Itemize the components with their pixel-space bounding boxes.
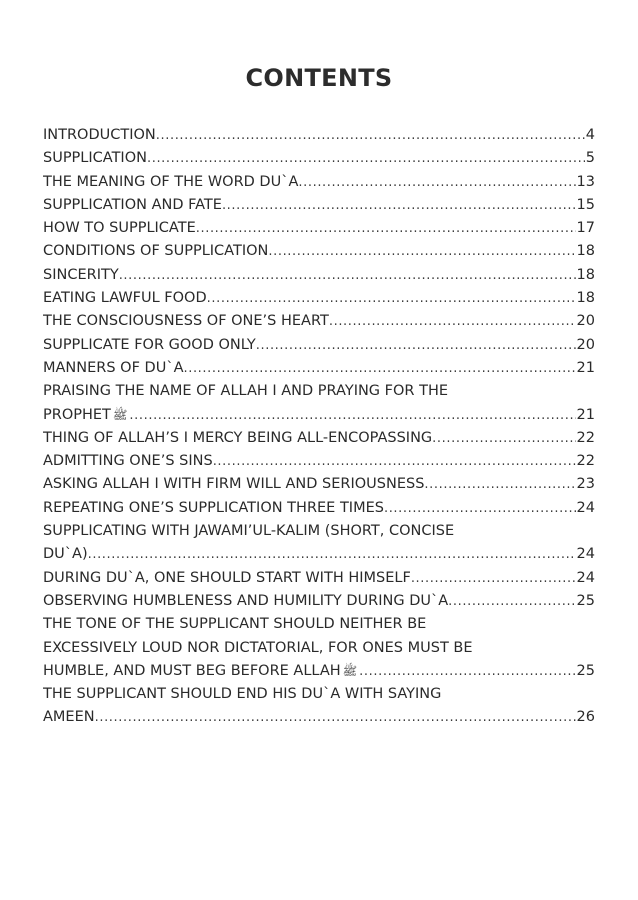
toc-entry-title: SUPPLICATING WITH JAWAMI’UL-KALIM (SHORT, CONCISE [43, 523, 455, 540]
honorific-glyph: ﷺ [112, 407, 128, 422]
toc-entry-page: 26 [576, 709, 595, 726]
toc-entry [43, 404, 595, 427]
dot-leader [411, 567, 576, 590]
toc-entry [43, 497, 595, 520]
toc-entry-title: INTRODUCTION [43, 127, 156, 143]
table-of-contents [43, 124, 595, 730]
dot-leader [129, 404, 575, 427]
dot-leader [119, 264, 576, 287]
dot-leader [384, 497, 576, 520]
toc-entry-title: EATING LAWFUL FOOD [43, 290, 207, 307]
toc-entry-title: HOW TO SUPPLICATE [43, 220, 196, 237]
toc-entry-title: EXCESSIVELY LOUD NOR DICTATORIAL, FOR ONES MUST BE [43, 639, 473, 656]
toc-entry-title: CONDITIONS OF SUPPLICATION [43, 243, 269, 260]
dot-leader [432, 427, 575, 450]
toc-entry [43, 380, 595, 403]
toc-entry-title: SINCERITY [43, 266, 119, 283]
toc-entry [43, 264, 595, 287]
dot-leader [268, 240, 575, 263]
toc-entry-page: 13 [576, 173, 595, 190]
dot-leader [207, 287, 576, 310]
honorific-glyph: ﷺ [342, 663, 358, 678]
toc-entry-title: AMEEN [43, 709, 95, 726]
dot-leader [256, 334, 576, 357]
toc-entry-title: THE CONSCIOUSNESS OF ONE’S HEART [43, 313, 329, 330]
toc-entry [43, 683, 595, 706]
toc-entry [43, 147, 595, 170]
toc-entry [43, 473, 595, 496]
dot-leader [147, 147, 585, 170]
toc-entry-page: 20 [576, 313, 595, 330]
toc-entry-title: THING OF ALLAH’S I MERCY BEING ALL-ENCOPASSING [43, 429, 433, 446]
toc-entry-title: PRAISING THE NAME OF ALLAH I AND PRAYING FOR THE [43, 383, 449, 400]
toc-entry-title: PROPHET [43, 406, 111, 423]
toc-entry-title: ADMITTING ONE’S SINS [43, 453, 213, 470]
dot-leader [196, 217, 576, 240]
toc-entry-page: 18 [576, 243, 595, 260]
toc-entry [43, 427, 595, 450]
toc-entry [43, 660, 595, 683]
dot-leader [95, 706, 576, 729]
toc-entry [43, 240, 595, 263]
toc-entry [43, 357, 595, 380]
toc-entry-page: 18 [576, 290, 595, 307]
toc-entry-title: SUPPLICATION [43, 150, 147, 167]
toc-entry-page: 24 [576, 499, 595, 516]
toc-entry-title: ASKING ALLAH I WITH FIRM WILL AND SERIOUSNESS [43, 476, 425, 493]
dot-leader [88, 543, 576, 566]
dot-leader [359, 660, 575, 683]
toc-entry-page: 25 [576, 592, 595, 609]
toc-entry-page: 24 [576, 546, 595, 563]
toc-entry-page: 15 [576, 196, 595, 213]
toc-entry [43, 217, 595, 240]
dot-leader [424, 473, 575, 496]
dot-leader [222, 194, 576, 217]
toc-entry-page: 23 [576, 476, 595, 493]
dot-leader [183, 357, 575, 380]
dot-leader [329, 310, 576, 333]
dot-leader [213, 450, 576, 473]
toc-entry-page: 21 [576, 406, 595, 423]
toc-entry [43, 567, 595, 590]
toc-entry-page: 24 [576, 569, 595, 586]
toc-entry [43, 171, 595, 194]
toc-entry-page: 25 [576, 662, 595, 679]
toc-entry [43, 520, 595, 543]
toc-entry-page: 21 [576, 359, 595, 376]
toc-entry [43, 450, 595, 473]
toc-entry-title: HUMBLE, AND MUST BEG BEFORE ALLAH [43, 662, 341, 679]
toc-entry [43, 310, 595, 333]
toc-entry [43, 637, 595, 660]
toc-entry-title: THE TONE OF THE SUPPLICANT SHOULD NEITHER BE [43, 616, 427, 633]
toc-entry-page: 17 [576, 220, 595, 237]
dot-leader [298, 171, 575, 194]
toc-entry-page: 18 [576, 266, 595, 283]
toc-entry [43, 334, 595, 357]
toc-entry [43, 124, 595, 147]
toc-entry-title: MANNERS OF DU`A [43, 359, 184, 376]
toc-entry [43, 590, 595, 613]
dot-leader [448, 590, 575, 613]
toc-entry-title: DU`A) [43, 546, 88, 563]
toc-entry-page: 20 [576, 336, 595, 353]
toc-entry-page: 5 [585, 150, 595, 167]
toc-entry-title: SUPPLICATE FOR GOOD ONLY [43, 336, 256, 353]
toc-entry [43, 194, 595, 217]
toc-entry-title: SUPPLICATION AND FATE [43, 196, 222, 213]
toc-entry-title: DURING DU`A, ONE SHOULD START WITH HIMSELF [43, 569, 411, 586]
toc-entry-page: 4 [585, 127, 595, 143]
toc-entry-title: THE SUPPLICANT SHOULD END HIS DU`A WITH SAYING [43, 686, 442, 703]
toc-entry-page: 22 [576, 429, 595, 446]
dot-leader [156, 124, 585, 147]
toc-entry-page: 22 [576, 453, 595, 470]
toc-entry [43, 706, 595, 729]
toc-entry [43, 613, 595, 636]
toc-entry [43, 543, 595, 566]
toc-entry [43, 287, 595, 310]
toc-entry-title: OBSERVING HUMBLENESS AND HUMILITY DURING DU`A [43, 592, 449, 609]
toc-entry-title: REPEATING ONE’S SUPPLICATION THREE TIMES [43, 499, 384, 516]
page-title: CONTENTS [245, 64, 393, 92]
toc-entry-title: THE MEANING OF THE WORD DU`A [43, 173, 299, 190]
